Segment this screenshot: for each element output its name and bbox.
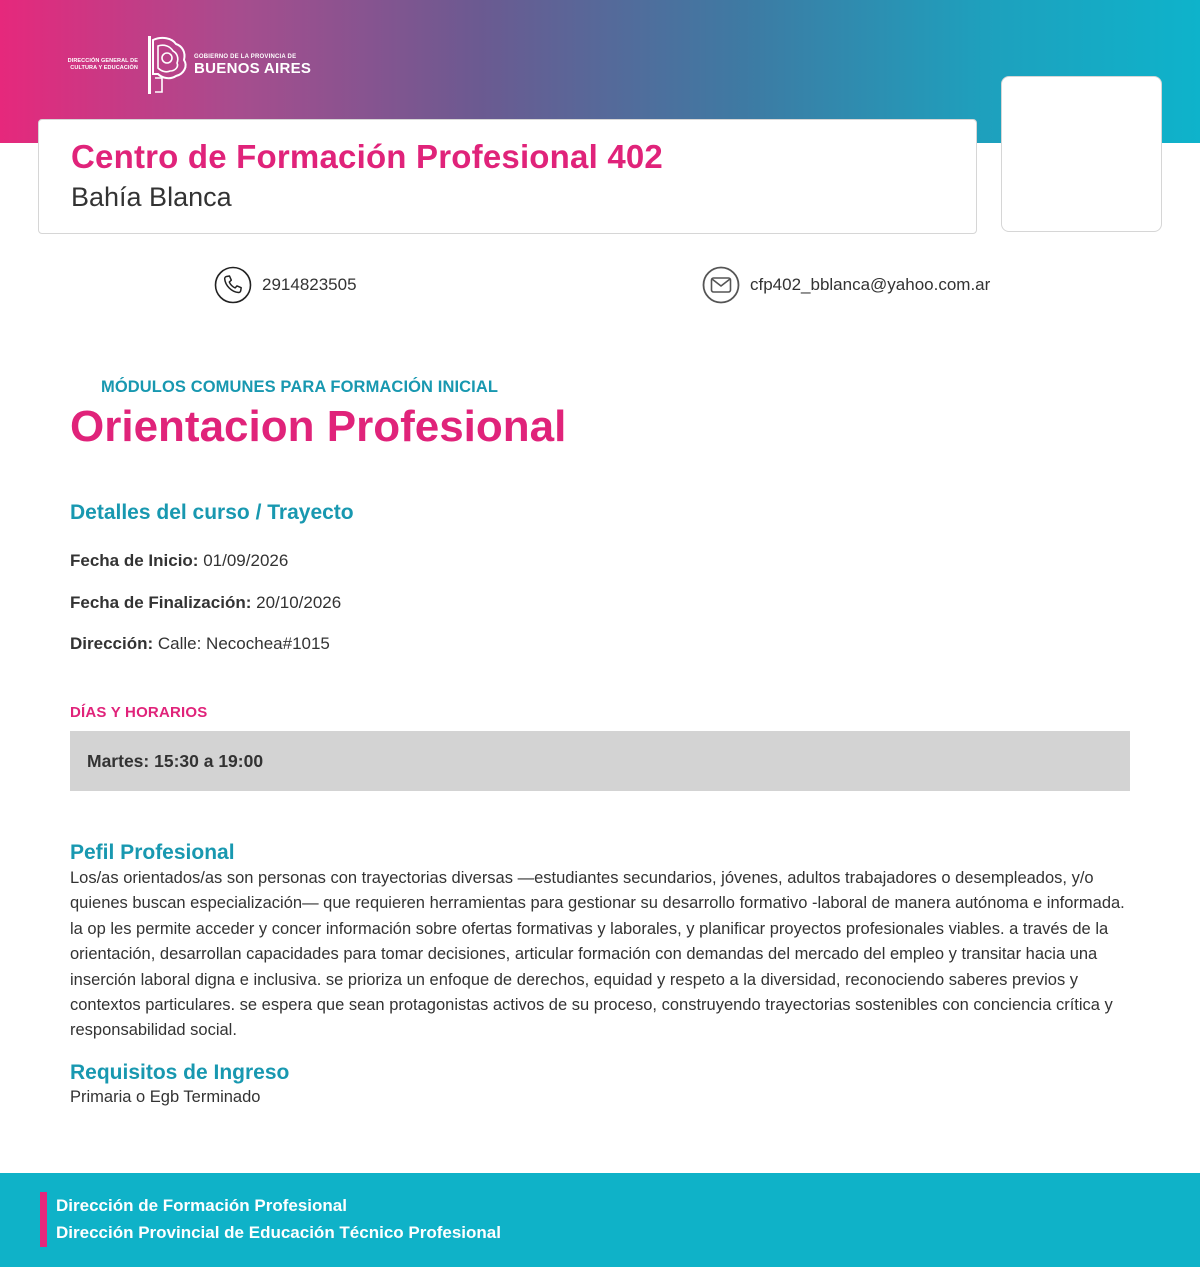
logo-right-big: BUENOS AIRES [194,60,312,77]
footer-line-2: Dirección Provincial de Educación Técnico Profesional [56,1223,501,1242]
province-seal-icon [146,34,190,96]
end-date-value: 20/10/2026 [256,593,342,612]
course-title: Orientacion Profesional [70,402,567,451]
start-date [70,551,288,571]
start-date-label: Fecha de Inicio: [70,551,199,570]
envelope-icon [702,266,740,304]
government-logo [58,34,311,96]
address-value: Calle: Necochea#1015 [157,634,330,653]
end-date [70,593,341,613]
logo-left-line1: DIRECCIÓN GENERAL DE [67,58,138,64]
logo-right-text [194,53,311,77]
email-address: cfp402_bblanca@yahoo.com.ar [750,275,991,294]
requirements-heading: Requisitos de Ingreso [70,1061,290,1084]
end-date-label: Fecha de Finalización: [70,593,252,612]
requirements-text: Primaria o Egb Terminado [70,1088,261,1106]
footer [0,1173,1200,1267]
photo-placeholder [1001,76,1162,232]
address [70,634,330,654]
logo-left-text [58,58,138,72]
phone-number: 2914823505 [262,275,357,294]
logo-right-small: GOBIERNO DE LA PROVINCIA DE [194,54,297,60]
details-heading: Detalles del curso / Trayecto [70,501,354,524]
footer-line-1: Dirección de Formación Profesional [56,1196,347,1215]
profile-heading: Pefil Profesional [70,841,235,864]
schedule-box [70,731,1130,791]
start-date-value: 01/09/2026 [203,551,289,570]
institution-city: Bahía Blanca [71,182,232,212]
schedule-label: DÍAS Y HORARIOS [70,704,208,721]
contact-phone[interactable] [214,266,357,304]
address-label: Dirección: [70,634,154,653]
logo-left-line2: CULTURA Y EDUCACIÓN [70,65,138,71]
schedule-entry: Martes: 15:30 a 19:00 [87,751,264,771]
institution-card [38,119,977,234]
footer-accent-bar [40,1192,47,1247]
institution-name: Centro de Formación Profesional 402 [71,138,663,175]
phone-icon [214,266,252,304]
profile-text: Los/as orientados/as son personas con trayectorias diversas —estudiantes secundarios, jóvenes, adultos trabajadores o desempleados, y/o quienes buscan especialización— que requieren herramientas para gestionar su desarrollo formativo -laboral de manera autónoma e informada. la op les permite acceder y concer información sobre ofertas formativas y laborales, y planificar proyectos profesionales viables. a través de la orientación, desarrollan capacidades para tomar decisiones, articular formación con demandas del mercado del empleo y transitar hacia una inserción laboral digna e inclusiva. se prioriza un enfoque de derechos, equidad y respeto a la diversidad, reconociendo saberes previos y contextos particulares. se espera que sean protagonistas activos de su proceso, construyendo trayectorias sostenibles con conciencia crítica y responsabilidad social. [70,869,1125,1040]
course-category: MÓDULOS COMUNES PARA FORMACIÓN INICIAL [101,378,499,396]
contact-email[interactable] [702,266,990,304]
